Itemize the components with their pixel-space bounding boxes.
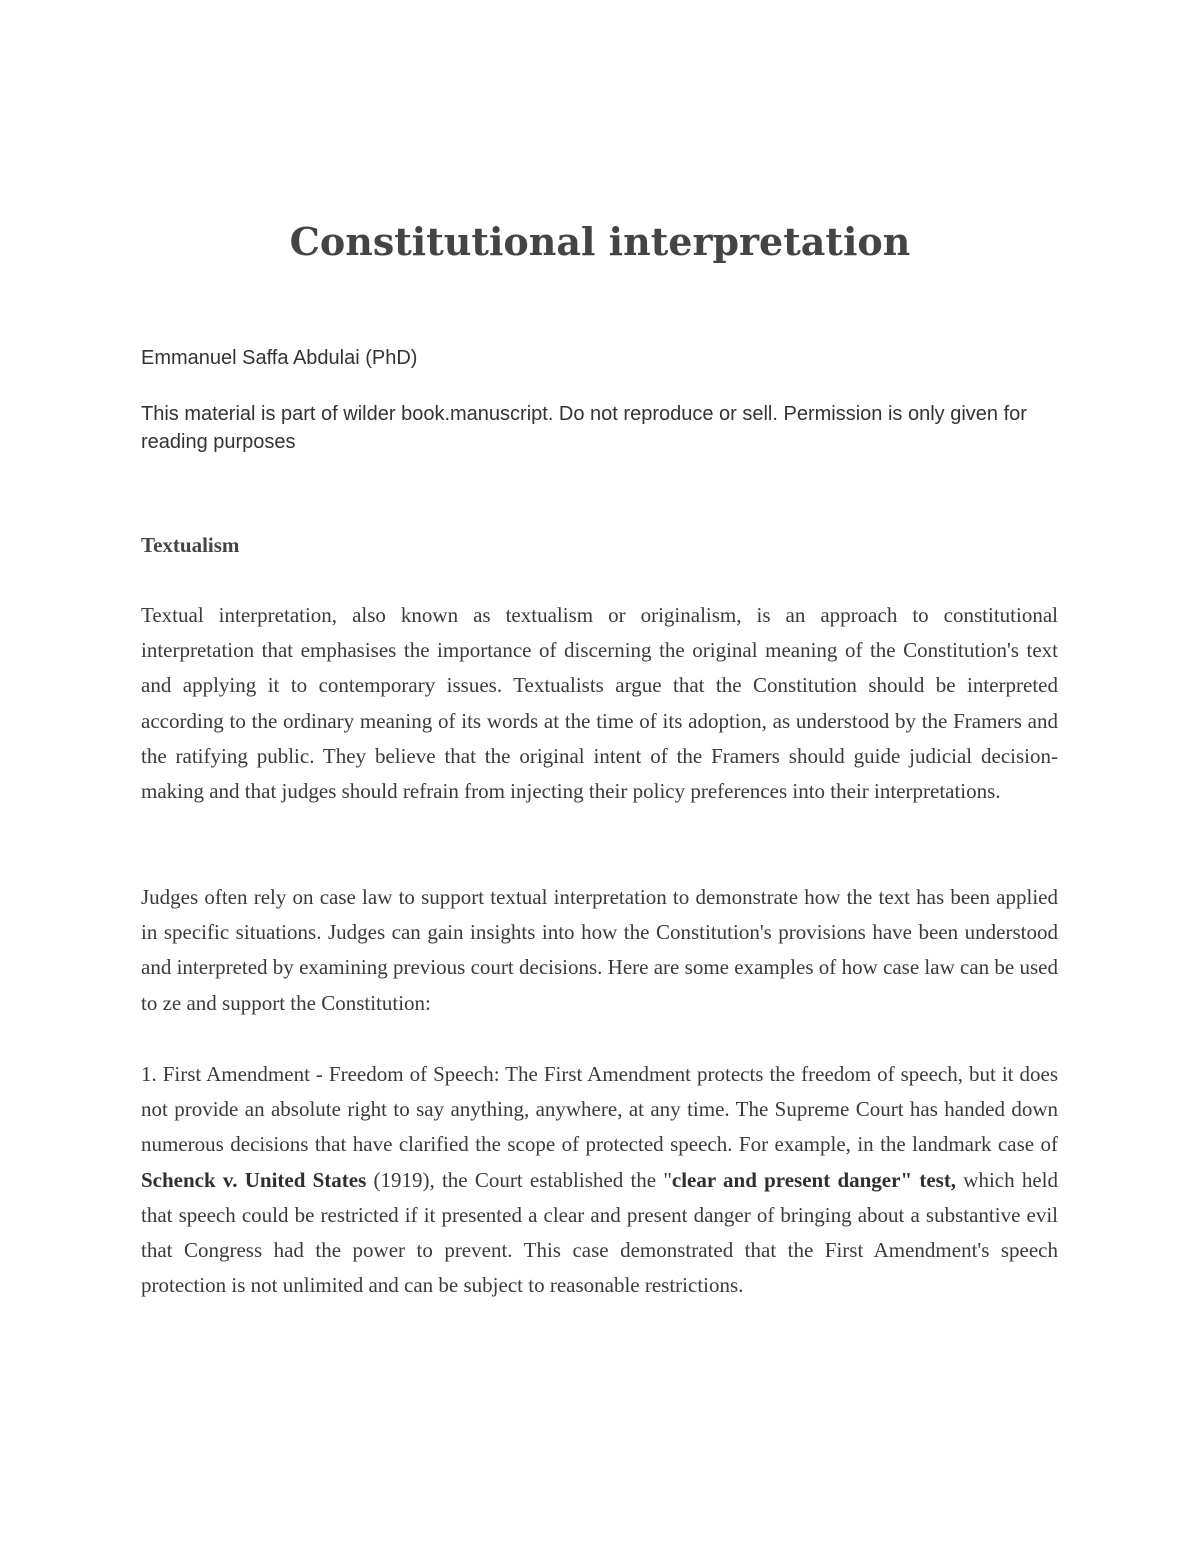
- document-title: Constitutional interpretation: [289, 219, 911, 264]
- paragraph-first-amendment: [141, 1057, 1058, 1303]
- clear-present-danger-test: clear and present danger" test,: [671, 1167, 957, 1192]
- case-name-schenck: Schenck v. United States: [141, 1167, 367, 1192]
- copyright-notice: This material is part of wilder book.manuscript. Do not reproduce or sell. Permission is only given for reading purposes: [141, 403, 1027, 453]
- section-heading: Textualism: [141, 533, 240, 557]
- paragraph-case-law: Judges often rely on case law to support textual interpretation to demonstrate how the text has been applied in specific situations. Judges can gain insights into how the Constitution's provisions have been understood and interpreted by examining previous court decisions. Here are some examples of how case law can be used to ze and support the Constitution:: [141, 885, 1058, 1015]
- first-amendment-text-c: which held that speech could be restricted if it presented a clear and present danger of bringing about a substantive evil that Congress had the power to prevent. This case demonstrated that the First Amendment's speech protection is not unlimited and can be subject to reasonable restrictions.: [141, 1167, 1058, 1298]
- first-amendment-text-b: (1919), the Court established the ": [366, 1167, 672, 1192]
- author-line: Emmanuel Saffa Abdulai (PhD): [141, 347, 418, 369]
- paragraph-textualism: Textual interpretation, also known as textualism or originalism, is an approach to constitutional interpretation that emphasises the importance of discerning the original meaning of the Constitution's text and applying it to contemporary issues. Textualists argue that the Constitution should be interpreted according to the ordinary meaning of its words at the time of its adoption, as understood by the Framers and the ratifying public. They believe that the original intent of the Framers should guide judicial decision-making and that judges should refrain from injecting their policy preferences into their interpretations.: [141, 603, 1058, 804]
- first-amendment-text-a: 1. First Amendment - Freedom of Speech: The First Amendment protects the freedom of speech, but it does not provide an absolute right to say anything, anywhere, at any time. The Supreme Court has handed down numerous decisions that have clarified the scope of protected speech. For example, in the landmark case of: [141, 1062, 1058, 1157]
